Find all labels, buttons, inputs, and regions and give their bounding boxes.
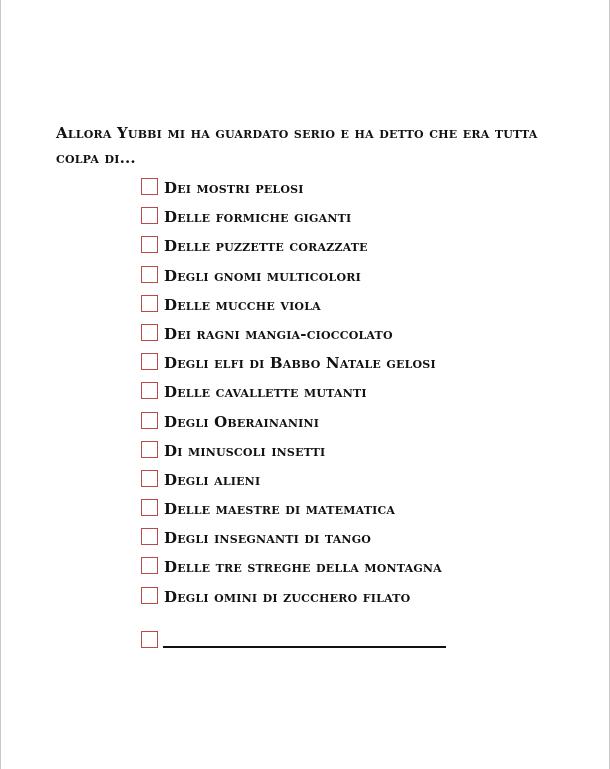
checkbox[interactable] xyxy=(141,412,158,429)
checkbox[interactable] xyxy=(141,266,158,283)
bottom-scribble-border xyxy=(0,645,610,769)
option-label: Degli omini di zucchero filato xyxy=(164,587,411,606)
list-item[interactable] xyxy=(141,207,442,236)
top-scribble-border xyxy=(0,0,610,120)
list-item[interactable] xyxy=(141,499,442,528)
option-label: Di minuscoli insetti xyxy=(164,441,326,460)
checkbox[interactable] xyxy=(141,557,158,574)
option-label: Dei ragni mangia-cioccolato xyxy=(164,324,393,343)
list-item[interactable] xyxy=(141,528,442,557)
checkbox[interactable] xyxy=(141,587,158,604)
option-label: Degli gnomi multicolori xyxy=(164,266,361,285)
list-item[interactable] xyxy=(141,470,442,499)
option-label: Delle mucche viola xyxy=(164,295,321,314)
checkbox[interactable] xyxy=(141,324,158,341)
checkbox[interactable] xyxy=(141,295,158,312)
list-item[interactable] xyxy=(141,353,442,382)
list-item[interactable] xyxy=(141,178,442,207)
option-label: Delle formiche giganti xyxy=(164,208,352,227)
list-item[interactable] xyxy=(141,441,442,470)
option-label: Delle maestre di matematica xyxy=(164,500,396,519)
list-item[interactable] xyxy=(141,295,442,324)
option-label: Delle cavallette mutanti xyxy=(164,383,367,402)
option-label: Degli elfi di Babbo Natale gelosi xyxy=(164,354,436,373)
checkbox[interactable] xyxy=(141,353,158,370)
checkbox[interactable] xyxy=(141,236,158,253)
checkbox[interactable] xyxy=(141,382,158,399)
option-label: Delle tre streghe della montagna xyxy=(164,558,442,577)
option-label: Degli Oberainanini xyxy=(164,412,320,431)
checkbox[interactable] xyxy=(141,207,158,224)
list-item[interactable] xyxy=(141,236,442,265)
checkbox[interactable] xyxy=(141,470,158,487)
list-item[interactable] xyxy=(141,587,442,616)
list-item[interactable] xyxy=(141,382,442,411)
checkbox[interactable] xyxy=(141,441,158,458)
list-item[interactable] xyxy=(141,412,442,441)
checkbox[interactable] xyxy=(141,528,158,545)
list-item[interactable] xyxy=(141,557,442,586)
option-label: Degli alieni xyxy=(164,470,261,489)
option-label: Degli insegnanti di tango xyxy=(164,529,372,548)
option-label: Dei mostri pelosi xyxy=(164,179,304,197)
checkbox[interactable] xyxy=(141,499,158,516)
checkbox[interactable] xyxy=(141,178,158,195)
intro-text: Allora Yubbi mi ha guardato serio e ha detto che era tutta colpa di... xyxy=(56,124,538,167)
option-label: Delle puzzette corazzate xyxy=(164,237,368,256)
checklist xyxy=(141,178,442,616)
list-item[interactable] xyxy=(141,324,442,353)
list-item[interactable] xyxy=(141,266,442,295)
